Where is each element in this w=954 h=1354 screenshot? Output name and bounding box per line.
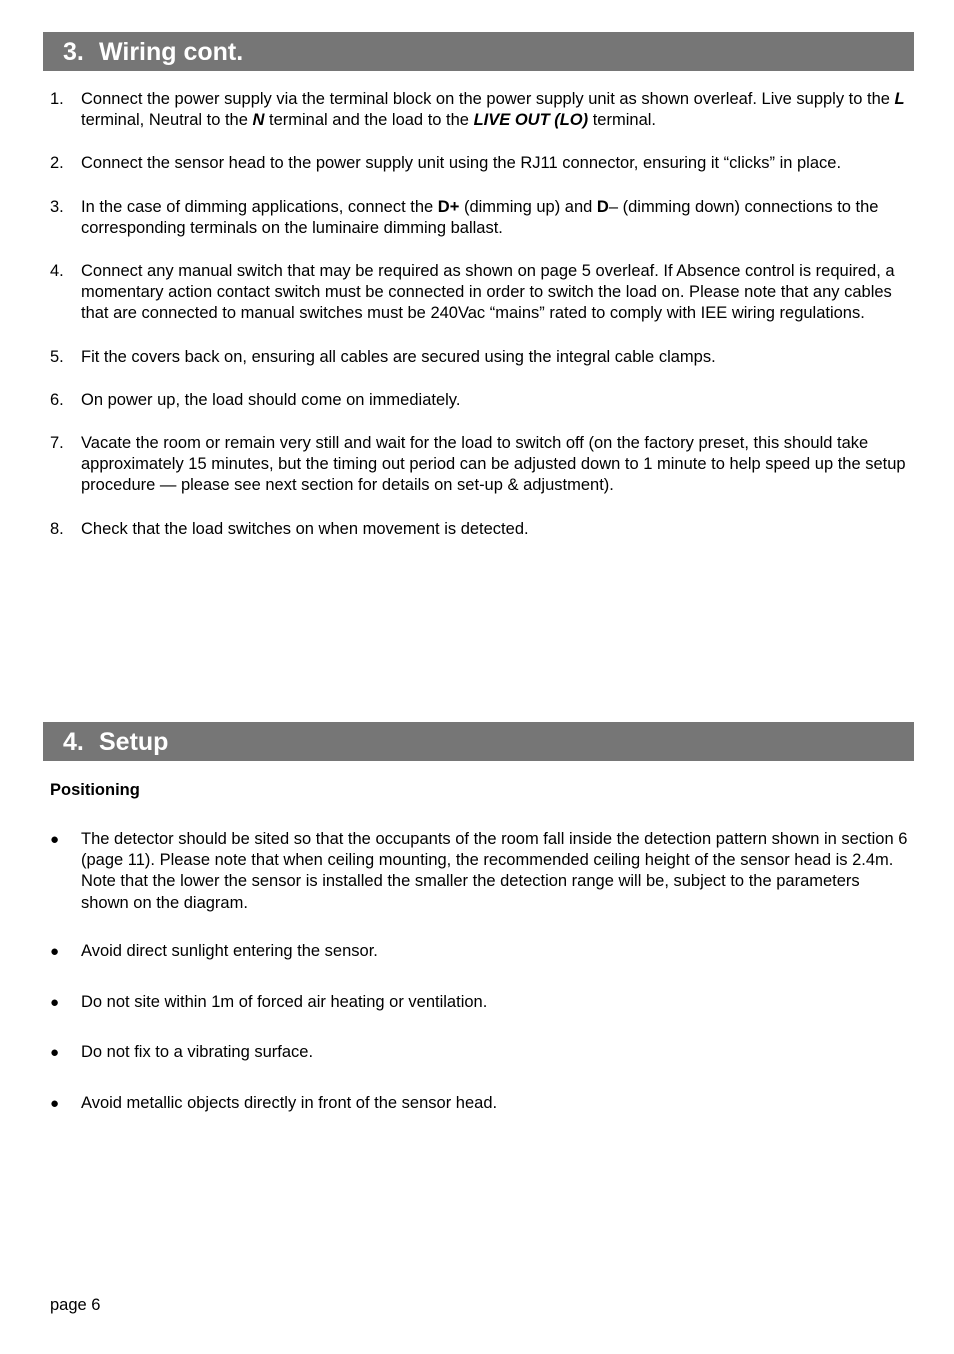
positioning-text: Avoid metallic objects directly in front of the sensor head. [81, 1094, 498, 1113]
neutral-terminal-label: N [252, 111, 265, 130]
step-text: – (dimming down) connections to the corresponding terminals on the luminaire dimming ballast. [81, 197, 879, 237]
step-number: 7. [50, 434, 64, 453]
wiring-step-6 [0, 390, 911, 411]
wiring-step-5 [0, 347, 911, 368]
wiring-step-1 [0, 89, 911, 131]
positioning-item [0, 829, 911, 914]
step-number: 1. [50, 90, 64, 108]
step-text: On power up, the load should come on immediately. [81, 390, 461, 409]
bullet-icon: ● [50, 1095, 60, 1113]
wiring-step-3 [0, 197, 911, 239]
step-number: 3. [50, 197, 64, 216]
wiring-step-7 [0, 433, 911, 497]
bullet-icon: ● [50, 994, 60, 1012]
live-terminal-label: L [894, 90, 905, 108]
dim-down-label: D [596, 197, 609, 216]
step-text: terminal, Neutral to the [81, 111, 253, 130]
live-out-terminal-label: LIVE OUT (LO) [473, 111, 589, 130]
positioning-item [0, 1042, 911, 1063]
step-text: Vacate the room or remain very still and wait for the load to switch off (on the factory preset, this should take approximately 15 minutes, but the timing out period can be adjusted down to 1 minute to help speed up the setup procedure — please see next section for details on set-up & adjustment). [81, 434, 906, 495]
step-text: In the case of dimming applications, connect the [81, 197, 438, 216]
step-number: 6. [50, 390, 64, 409]
wiring-step-4 [0, 261, 911, 325]
setup-section-number: 4. [63, 728, 84, 756]
step-text: Connect any manual switch that may be required as shown on page 5 overleaf. If Absence control is required, a momentary action contact switch must be connected in order to switch the load on. Please note that any cables that are connected to manual switches must be 240Vac “mains” rated to comply with IEE wiring regulations. [81, 262, 895, 323]
bullet-icon: ● [50, 831, 60, 848]
step-number: 5. [50, 347, 64, 366]
step-text: (dimming up) and [459, 197, 597, 216]
step-number: 8. [50, 519, 64, 538]
wiring-step-8 [0, 519, 911, 540]
step-text: Connect the power supply via the terminal block on the power supply unit as shown overleaf. Live supply to the [81, 90, 895, 108]
positioning-text: Do not site within 1m of forced air heating or ventilation. [81, 993, 488, 1012]
wiring-section-number: 3. [63, 38, 84, 66]
wiring-section-title: Wiring cont. [99, 38, 244, 66]
step-text: Check that the load switches on when movement is detected. [81, 519, 529, 538]
positioning-list [0, 829, 954, 1115]
step-number: 2. [50, 154, 64, 173]
positioning-item [0, 992, 911, 1013]
positioning-item [0, 941, 911, 962]
step-text: terminal. [588, 111, 656, 130]
positioning-text: Avoid direct sunlight entering the sensor. [81, 941, 378, 960]
positioning-item [0, 1093, 911, 1114]
positioning-text: Do not fix to a vibrating surface. [81, 1043, 314, 1062]
wiring-step-2 [0, 153, 911, 174]
step-number: 4. [50, 262, 64, 281]
step-text: terminal and the load to the [264, 111, 474, 130]
step-text: Connect the sensor head to the power supply unit using the RJ11 connector, ensuring it “clicks” in place. [81, 154, 842, 173]
wiring-steps-list [0, 89, 954, 540]
setup-section-title: Setup [99, 728, 169, 756]
positioning-text: The detector should be sited so that the occupants of the room fall inside the detection pattern shown in section 6 (page 11). Please note that when ceiling mounting, the recommended ceiling height of the sensor head is 2.4m. Note that the lower the sensor is installed the smaller the detection range will be, subject to the parameters shown on the diagram. [81, 830, 908, 912]
page-number: page 6 [50, 1296, 101, 1314]
bullet-icon: ● [50, 942, 60, 960]
positioning-heading: Positioning [50, 781, 140, 799]
wiring-section-header [43, 32, 914, 71]
step-text: Fit the covers back on, ensuring all cables are secured using the integral cable clamps. [81, 347, 716, 366]
dim-up-label: D+ [437, 197, 460, 216]
setup-section-header [43, 722, 914, 761]
bullet-icon: ● [50, 1044, 60, 1062]
